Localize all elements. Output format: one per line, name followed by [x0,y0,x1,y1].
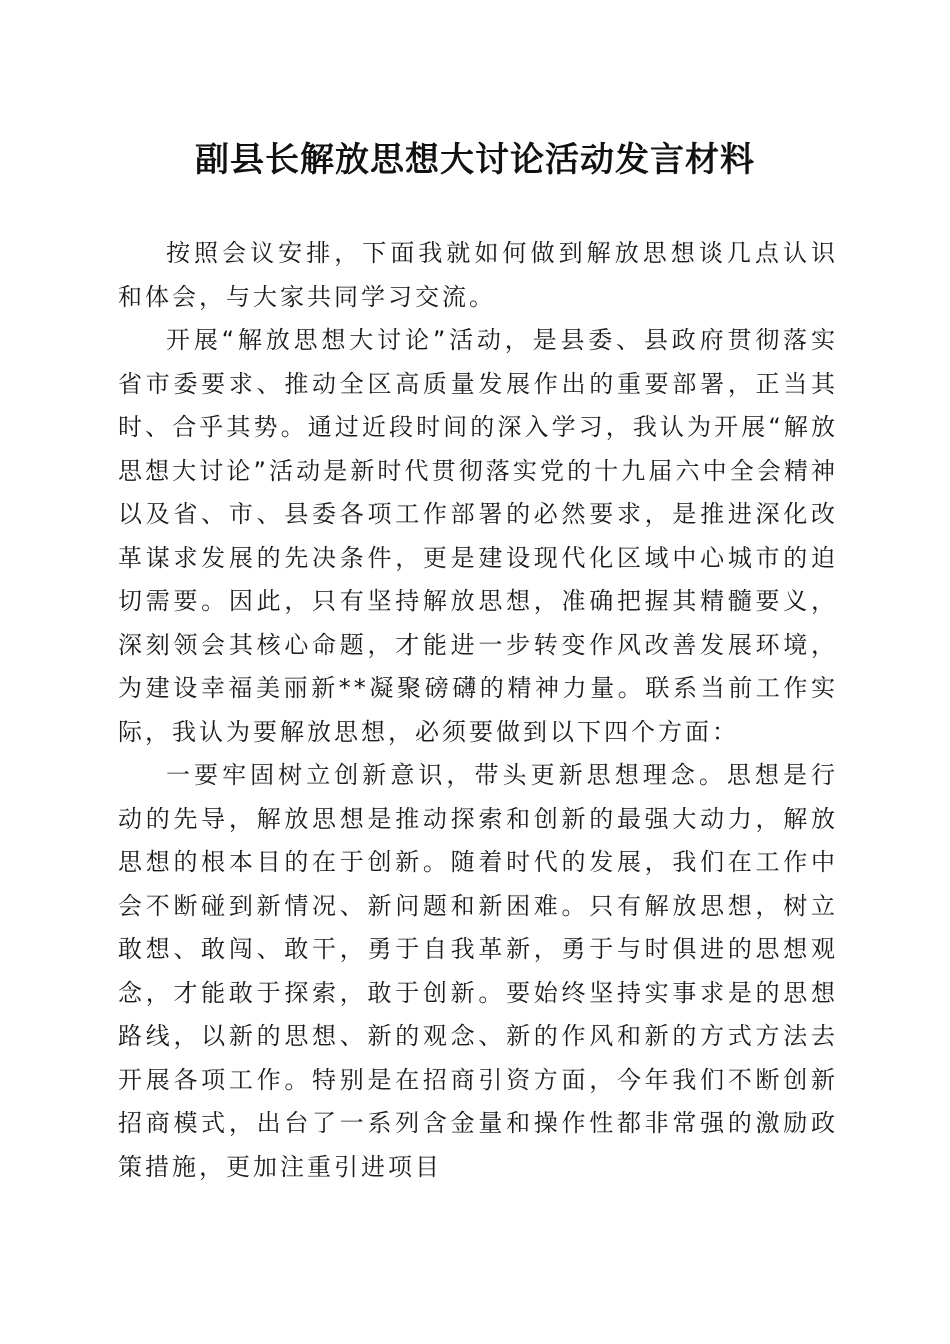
paragraph-intro: 按照会议安排，下面我就如何做到解放思想谈几点认识和体会，与大家共同学习交流。 [118,239,838,311]
document-body [118,232,838,1189]
paragraph-point-one: 一要牢固树立创新意识，带头更新思想理念。思想是行动的先导，解放思想是推动探索和创新的最强大动力，解放思想的根本目的在于创新。随着时代的发展，我们在工作中会不断碰到新情况、新问题和新困难。只有解放思想，树立敢想、敢闯、敢干，勇于自我革新，勇于与时俱进的思想观念，才能敢于探索，敢于创新。要始终坚持实事求是的思想路线，以新的思想、新的观念、新的作风和新的方式方法去开展各项工作。特别是在招商引资方面，今年我们不断创新招商模式，出台了一系列含金量和操作性都非常强的激励政策措施，更加注重引进项目 [118,761,838,1181]
document-title: 副县长解放思想大讨论活动发言材料 [195,140,755,180]
paragraph-background: 开展“解放思想大讨论”活动，是县委、县政府贯彻落实省市委要求、推动全区高质量发展作出的重要部署，正当其时、合乎其势。通过近段时间的深入学习，我认为开展“解放思想大讨论”活动是新时代贯彻落实党的十九届六中全会精神以及省、市、县委各项工作部署的必然要求，是推进深化改革谋求发展的先决条件，更是建设现代化区域中心城市的迫切需要。因此，只有坚持解放思想，准确把握其精髓要义，深刻领会其核心命题，才能进一步转变作风改善发展环境，为建设幸福美丽新**凝聚磅礴的精神力量。联系当前工作实际，我认为要解放思想，必须要做到以下四个方面： [118,326,838,746]
